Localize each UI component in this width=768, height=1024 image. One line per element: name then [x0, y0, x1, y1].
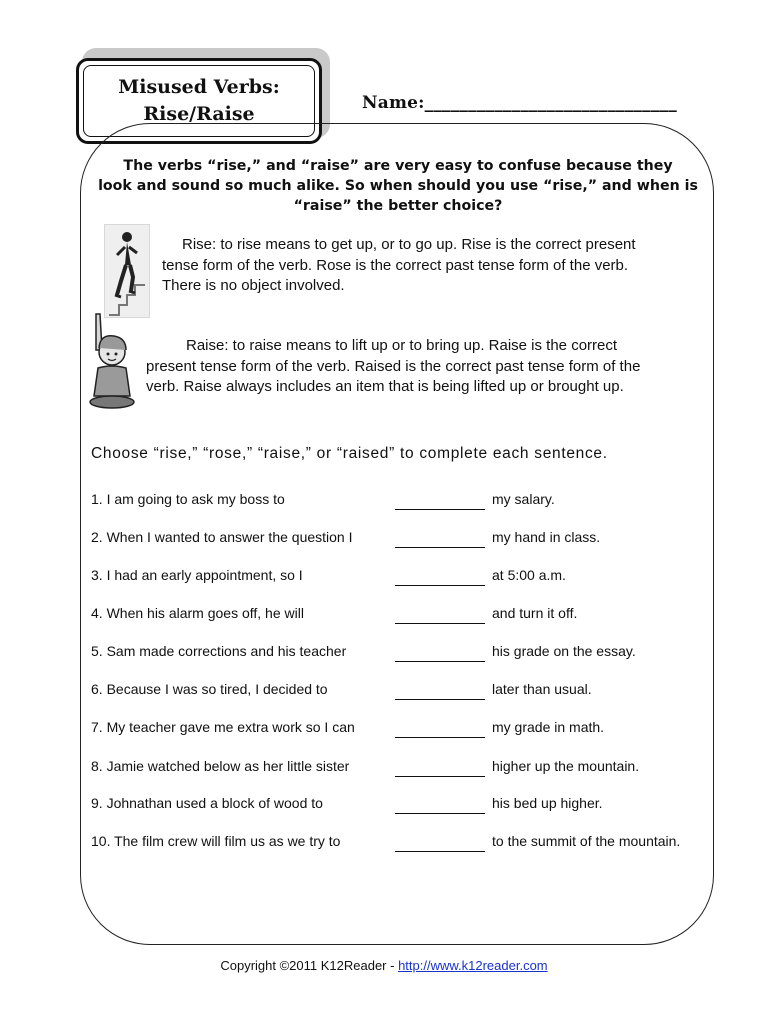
- sentence-end: to the summit of the mountain.: [492, 833, 681, 849]
- answer-blank[interactable]: [395, 547, 485, 548]
- intro-line: look and sound so much alike. So when should you use “rise,” and when is: [98, 178, 698, 194]
- sentence-row: [91, 605, 711, 625]
- answer-blank[interactable]: [395, 509, 485, 510]
- sentence-row: [91, 833, 711, 853]
- sentence-start: 10. The film crew will film us as we try to: [91, 833, 341, 849]
- sentence-end: and turn it off.: [492, 605, 578, 621]
- intro-line: “raise” the better choice?: [293, 198, 503, 214]
- raise-definition-line: Raise: to raise means to lift up or to bring up. Raise is the correct: [186, 337, 618, 354]
- sentence-start: 2. When I wanted to answer the question I: [91, 529, 353, 545]
- sentence-row: [91, 719, 711, 739]
- answer-blank[interactable]: [395, 699, 485, 700]
- raise-definition-line: present tense form of the verb. Raised is the correct past tense form of the: [146, 357, 641, 375]
- intro-line: The verbs “rise,” and “raise” are very easy to confuse because they: [123, 158, 673, 174]
- answer-blank[interactable]: [395, 851, 485, 852]
- copyright-footer: [0, 958, 768, 973]
- sentence-start: 5. Sam made corrections and his teacher: [91, 643, 347, 659]
- answer-blank[interactable]: [395, 661, 485, 662]
- sentence-start: 6. Because I was so tired, I decided to: [91, 681, 328, 697]
- k12reader-link[interactable]: http://www.k12reader.com: [398, 958, 548, 973]
- rise-definition-line: There is no object involved.: [162, 277, 345, 294]
- exercise-instructions: Choose “rise,” “rose,” “raise,” or “raised” to complete each sentence.: [91, 445, 608, 462]
- rise-definition-line: Rise: to rise means to get up, or to go up. Rise is the correct present: [182, 236, 636, 253]
- rise-definition-line: tense form of the verb. Rose is the correct past tense form of the verb.: [162, 256, 629, 274]
- answer-blank[interactable]: [395, 623, 485, 624]
- sentence-start: 3. I had an early appointment, so I: [91, 567, 303, 583]
- sentence-row: [91, 681, 711, 701]
- sentence-end: his bed up higher.: [492, 795, 603, 811]
- sentence-row: [91, 529, 711, 549]
- sentence-row: [91, 643, 711, 663]
- sentence-start: 9. Johnathan used a block of wood to: [91, 795, 323, 811]
- sentence-end: my hand in class.: [492, 529, 601, 545]
- sentence-end: his grade on the essay.: [492, 643, 636, 659]
- sentence-end: my grade in math.: [492, 719, 605, 735]
- girl-raising-hand-icon: [86, 310, 138, 410]
- sentence-end: higher up the mountain.: [492, 758, 640, 774]
- intro-paragraph: [86, 156, 710, 216]
- sentence-end: at 5:00 a.m.: [492, 567, 566, 583]
- worksheet-title-line1: Misused Verbs:: [118, 76, 280, 98]
- man-climbing-stairs-icon: [104, 224, 150, 318]
- answer-blank[interactable]: [395, 776, 485, 777]
- sentence-row: [91, 491, 711, 511]
- answer-blank[interactable]: [395, 585, 485, 586]
- sentence-start: 7. My teacher gave me extra work so I can: [91, 719, 355, 735]
- sentence-row: [91, 758, 711, 778]
- sentence-row: [91, 567, 711, 587]
- raise-definition: [146, 336, 640, 398]
- name-field-label: Name:_____________________________: [362, 93, 677, 113]
- copyright-text: Copyright ©2011 K12Reader -: [220, 958, 399, 973]
- raise-definition-line: verb. Raise always includes an item that is being lifted up or brought up.: [146, 378, 624, 395]
- sentence-start: 8. Jamie watched below as her little sister: [91, 758, 350, 774]
- sentence-start: 4. When his alarm goes off, he will: [91, 605, 304, 621]
- sentence-start: 1. I am going to ask my boss to: [91, 491, 285, 507]
- sentence-row: [91, 795, 711, 815]
- sentence-end: later than usual.: [492, 681, 592, 697]
- answer-blank[interactable]: [395, 813, 485, 814]
- worksheet-title-line2: Rise/Raise: [143, 103, 255, 125]
- answer-blank[interactable]: [395, 737, 485, 738]
- rise-definition: [162, 235, 636, 297]
- sentence-end: my salary.: [492, 491, 555, 507]
